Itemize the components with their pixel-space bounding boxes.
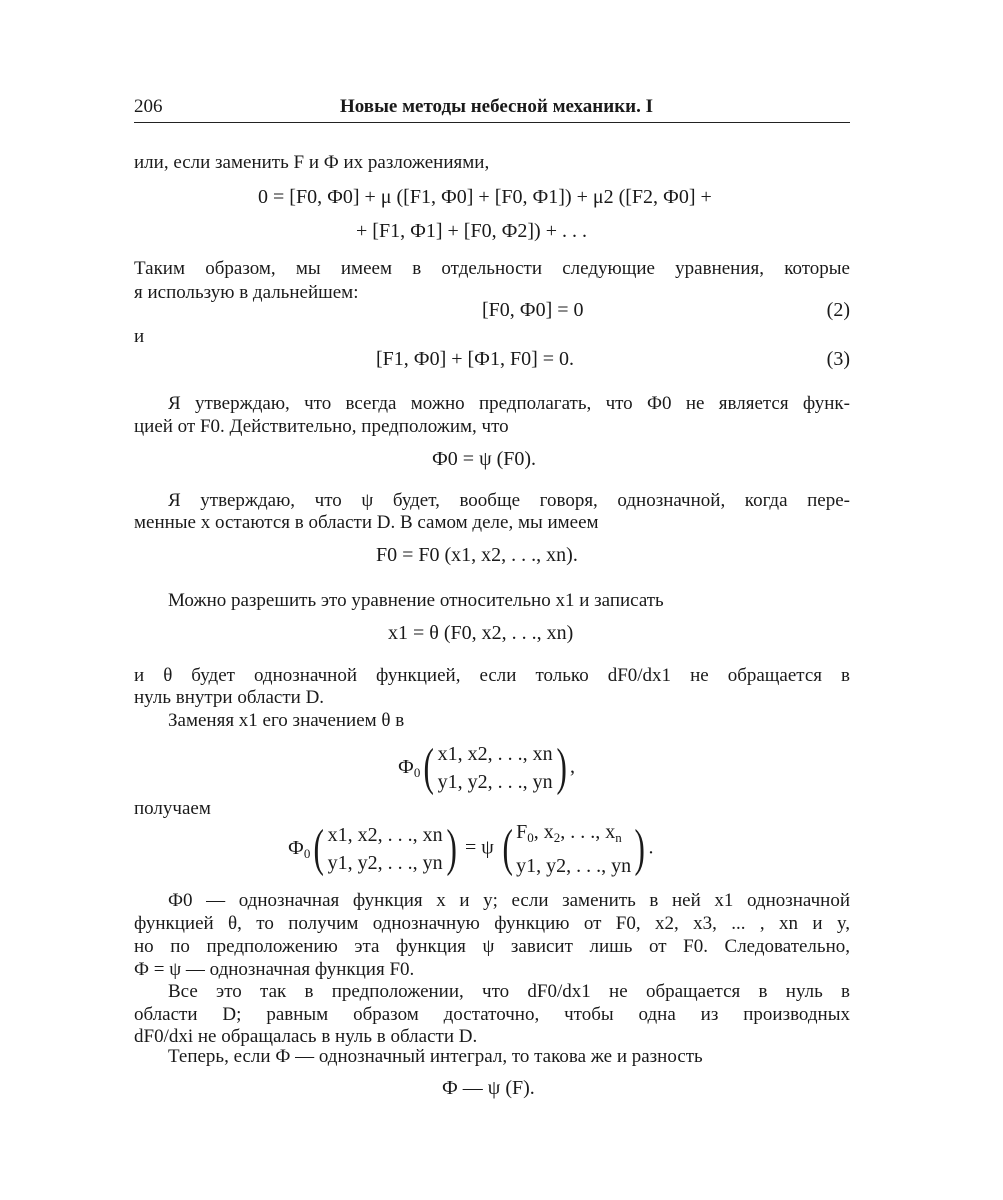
equation-5: F0 = F0 (x1, x2, . . ., xn).	[376, 544, 578, 566]
text-line: Я утверждаю, что всегда можно предполагать, что Ф0 не является функ-	[168, 393, 850, 414]
text-line: или, если заменить F и Ф их разложениями,	[134, 152, 490, 173]
text-line: Теперь, если Ф — однозначный интеграл, то такова же и разность	[168, 1046, 703, 1067]
equation-6: x1 = θ (F0, x2, . . ., xn)	[388, 622, 574, 644]
equation-number-3: (3)	[826, 348, 850, 370]
text-line: но по предположению эта функция ψ зависит лишь от F0. Следовательно,	[134, 936, 850, 957]
text-line: Все это так в предположении, что dF0/dx1 не обращается в нуль в	[168, 981, 850, 1002]
equation-3: [F1, Ф0] + [Ф1, F0] = 0.	[376, 348, 575, 370]
text-line: Таким образом, мы имеем в отдельности следующие уравнения, которые	[134, 258, 850, 279]
text-line: Я утверждаю, что ψ будет, вообще говоря, однозначной, когда пере-	[168, 490, 850, 511]
text-line: и θ будет однозначной функцией, если только dF0/dx1 не обращается в	[134, 665, 850, 686]
equation-1a: 0 = [F0, Ф0] + μ ([F1, Ф0] + [F0, Ф1]) + μ2 ([F2, Ф0] +	[258, 186, 712, 208]
text-line: dF0/dxi не обращалась в нуль в области D.	[134, 1026, 478, 1047]
text-line: нуль внутри области D.	[134, 687, 325, 708]
equation-8: $Ф_0$( x1, x2, . . ., xn y1, y2, . . ., yn) = ψ ( $F_0$, $x_2$, . . ., $x_n$ y1, y2, . . ., yn) .	[288, 820, 654, 877]
text-line: Заменяя x1 его значением θ в	[168, 710, 405, 731]
text-line: функцией θ, то получим однозначную функцию от F0, x2, x3, ... , xn и y,	[134, 913, 850, 934]
equation-7: $Ф_0$( x1, x2, . . ., xn y1, y2, . . ., yn) ,	[398, 739, 575, 796]
text-line: и	[134, 326, 145, 347]
text-line: Ф = ψ — однозначная функция F0.	[134, 959, 415, 980]
text-line: получаем	[134, 798, 211, 819]
text-line: цией от F0. Действительно, предположим, что	[134, 416, 509, 437]
equation-1b: + [F1, Ф1] + [F0, Ф2]) + . . .	[356, 220, 587, 242]
equation-4: Ф0 = ψ (F0).	[432, 448, 537, 470]
text-line: области D; равным образом достаточно, чтобы одна из производных	[134, 1004, 850, 1025]
equation-number-2: (2)	[826, 299, 850, 321]
text-line: Ф0 — однозначная функция x и y; если заменить в ней x1 однозначной	[168, 890, 850, 911]
text-line: Можно разрешить это уравнение относительно x1 и записать	[168, 590, 664, 611]
running-header	[134, 96, 850, 123]
text-line: менные x остаются в области D. В самом деле, мы имеем	[134, 512, 599, 533]
running-title: Новые методы небесной механики. I	[340, 96, 653, 117]
text-line: я использую в дальнейшем:	[134, 282, 359, 303]
page-number: 206	[134, 96, 163, 117]
equation-2: [F0, Ф0] = 0	[482, 299, 584, 321]
equation-9: Ф — ψ (F).	[442, 1077, 535, 1099]
